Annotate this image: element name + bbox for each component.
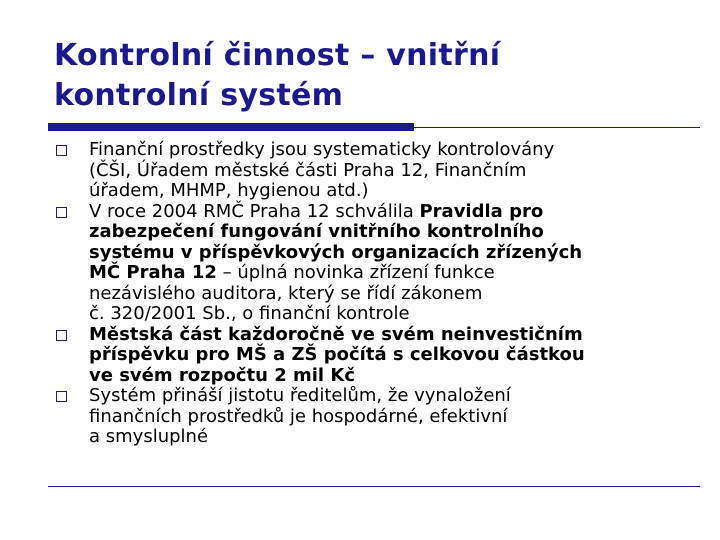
bullet-line bbox=[89, 222, 694, 243]
bold-text: systému v příspěvkových organizacích zřízených bbox=[89, 241, 583, 263]
bullet-line bbox=[89, 325, 694, 346]
bold-text: Městská část každoročně ve svém neinvestičním bbox=[89, 323, 583, 345]
bullet-line bbox=[89, 243, 694, 264]
bullet-line bbox=[89, 304, 694, 325]
body-text: V roce 2004 RMČ Praha 12 schválila bbox=[89, 200, 420, 222]
body-text: a smysluplné bbox=[89, 426, 209, 447]
bold-text: ve svém rozpočtu 2 mil Kč bbox=[89, 364, 355, 386]
bullet-line bbox=[89, 140, 694, 161]
body-text: nezávislého auditora, který se řídí zákonem bbox=[89, 282, 483, 304]
body-text: – úplná novinka zřízení funkce bbox=[216, 262, 495, 283]
bullet-item bbox=[54, 386, 694, 448]
hollow-square-icon bbox=[56, 391, 67, 402]
bullet-line bbox=[89, 386, 694, 407]
bullet-item bbox=[54, 140, 694, 202]
bullet-line bbox=[89, 263, 694, 284]
bold-text: zabezpečení fungování vnitřního kontrolního bbox=[89, 221, 544, 242]
bullet-line bbox=[89, 181, 694, 202]
bullet-list bbox=[54, 140, 694, 448]
body-text: finančních prostředků je hospodárné, efektivní bbox=[89, 405, 508, 427]
body-text: úřadem, MHMP, hygienou atd.) bbox=[89, 180, 369, 201]
body-text: Systém přináší jistotu ředitelům, že vynaložení bbox=[89, 385, 511, 406]
bullet-item bbox=[54, 325, 694, 387]
bold-text: MČ Praha 12 bbox=[89, 262, 217, 283]
title-underline-thick bbox=[48, 123, 414, 131]
bold-text: Pravidla pro bbox=[419, 200, 544, 222]
body-text: č. 320/2001 Sb., o finanční kontrole bbox=[89, 303, 410, 324]
footer-rule bbox=[48, 486, 700, 487]
bullet-line bbox=[89, 407, 694, 428]
body-text: Finanční prostředky jsou systematicky kontrolovány bbox=[89, 139, 555, 160]
bullet-line bbox=[89, 161, 694, 182]
bullet-line bbox=[89, 284, 694, 305]
hollow-square-icon bbox=[56, 207, 67, 218]
hollow-square-icon bbox=[56, 330, 67, 341]
bullet-item bbox=[54, 202, 694, 325]
bullet-line bbox=[89, 202, 694, 223]
bold-text: příspěvku pro MŠ a ZŠ počítá s celkovou částkou bbox=[89, 344, 585, 365]
body-text: (ČŠI, Úřadem městské části Praha 12, Finančním bbox=[89, 159, 527, 181]
hollow-square-icon bbox=[56, 145, 67, 156]
bullet-line bbox=[89, 427, 694, 448]
bullet-line bbox=[89, 366, 694, 387]
title-line: kontrolní systém bbox=[54, 78, 344, 113]
bullet-line bbox=[89, 345, 694, 366]
slide-title bbox=[54, 36, 674, 116]
title-line: Kontrolní činnost – vnitřní bbox=[54, 38, 501, 73]
